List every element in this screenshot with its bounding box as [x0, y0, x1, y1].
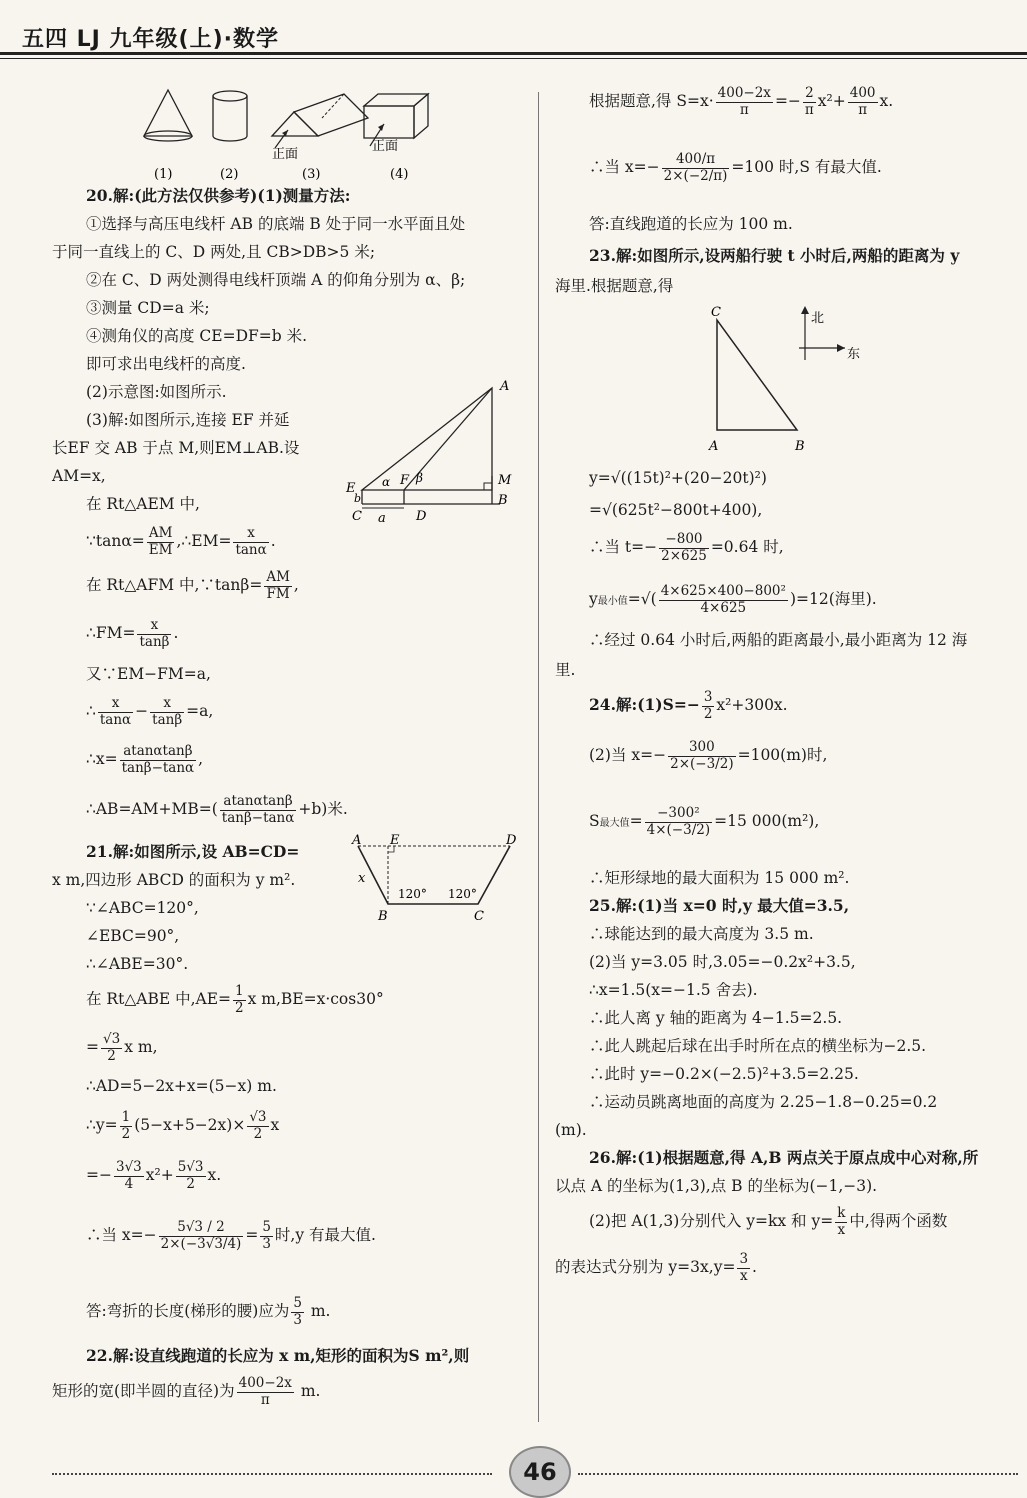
p20-line18: ∴x= $\frac{atan\alpha\tan\beta}{\tan\beta-\tan\alpha}$ ,	[86, 743, 204, 776]
prism-shape	[272, 112, 318, 136]
p20-line12: 在 Rt△AEM 中,	[86, 495, 200, 513]
page-header	[0, 0, 1027, 62]
footer-dots-right	[578, 1473, 1018, 1475]
p22-line2: 矩形的宽(即半圆的直径)为 $\frac{400-2x}{\pi}$ m.	[52, 1375, 321, 1408]
svg-text:A: A	[352, 833, 362, 848]
svg-text:东: 东	[847, 347, 861, 362]
p23-line2: 海里.根据题意,得	[555, 277, 674, 295]
p20-line6: ④测角仪的高度 CE=DF=b 米.	[86, 327, 308, 345]
p20-line5: ③测量 CD=a 米;	[86, 299, 210, 317]
solid-label-3: (3)	[302, 167, 321, 182]
p25-line1: 25.解:(1)当 x=0 时,y 最大值=3.5,	[589, 896, 850, 915]
p23-line5: ∴当 t=− $\frac{-800}{2\times 625}$ =0.64 时,	[589, 531, 784, 564]
p21-line4: ∠EBC=90°,	[86, 927, 180, 945]
p20-line11: AM=x,	[52, 467, 106, 485]
svg-text:B: B	[795, 439, 805, 454]
svg-text:F: F	[400, 473, 410, 488]
svg-text:E: E	[346, 481, 356, 496]
p23-line4: =√(625t²−800t+400),	[589, 501, 763, 519]
svg-text:b: b	[354, 492, 362, 505]
p21-line3: ∵∠ABC=120°,	[86, 899, 199, 917]
p20-line9: (3)解:如图所示,连接 EF 并延	[86, 411, 290, 429]
p20-line3: 于同一直线上的 C、D 两处,且 CB>DB>5 米;	[52, 243, 376, 261]
svg-text:a: a	[378, 511, 386, 526]
p20-line7: 即可求出电线杆的高度.	[86, 355, 246, 373]
p23-line8: 里.	[555, 661, 576, 679]
p23-line6: y最小值=√( $\frac{\text{4×625×400−800²}}{4\times 625}$ )=12(海里).	[589, 583, 877, 616]
p24-line2: (2)当 x=− $\frac{300}{2\times(-3/2)}$ =100(m)时,	[589, 739, 828, 772]
r22-line3: 答:直线跑道的长应为 100 m.	[589, 215, 793, 233]
front-label-3: 正面	[272, 147, 299, 162]
p25-line9: (m).	[555, 1121, 587, 1139]
p20-line4: ②在 C、D 两处测得电线杆顶端 A 的仰角分别为 α、β;	[86, 271, 466, 289]
page-number: 46	[509, 1446, 571, 1498]
p20-line10: 长EF 交 AB 于点 M,则EM⊥AB.设	[52, 439, 300, 457]
r22-line1: 根据题意,得 S=x· $\frac{400-2x}{\pi}$ =− $\frac{2}{\pi}$ x²+ $\frac{400}{\pi}$ x.	[589, 85, 894, 118]
p25-line8: ∴运动员跳离地面的高度为 2.25−1.8−0.25=0.2	[589, 1093, 938, 1111]
svg-text:α: α	[382, 475, 391, 489]
svg-text:x: x	[358, 871, 366, 886]
solid-label-1: (1)	[154, 167, 173, 182]
cone-shape	[144, 90, 192, 136]
p25-line4: ∴x=1.5(x=−1.5 舍去).	[589, 981, 758, 999]
svg-text:120°: 120°	[448, 887, 477, 901]
p21-line9: ∴y= $\frac{1}{2}$ (5−x+5−2x)× $\frac{√3}{2}$ x	[86, 1109, 280, 1142]
svg-text:β: β	[416, 471, 423, 485]
svg-text:M: M	[498, 473, 512, 488]
header-rule-thin	[0, 58, 1027, 59]
p21-line8: ∴AD=5−2x+x=(5−x) m.	[86, 1077, 277, 1095]
p25-line6: ∴此人跳起后球在出手时所在点的横坐标为−2.5.	[589, 1037, 927, 1055]
svg-text:120°: 120°	[398, 887, 427, 901]
p20-line8: (2)示意图:如图所示.	[86, 383, 227, 401]
p26-line2: 以点 A 的坐标为(1,3),点 B 的坐标为(−1,−3).	[555, 1177, 878, 1195]
svg-text:B: B	[498, 493, 508, 508]
footer-dots-left	[52, 1473, 492, 1475]
svg-text:A: A	[500, 380, 510, 394]
p25-line7: ∴此时 y=−0.2×(−2.5)²+3.5=2.25.	[589, 1065, 859, 1083]
p20-line16: 又∵EM−FM=a,	[86, 665, 211, 683]
p21-line6: 在 Rt△ABE 中,AE= $\frac{1}{2}$ x m,BE=x·cos30°	[86, 983, 384, 1016]
p22-line1: 22.解:设直线跑道的长应为 x m,矩形的面积为S m²,则	[86, 1346, 470, 1365]
p26-line1: 26.解:(1)根据题意,得 A,B 两点关于原点成中心对称,所	[589, 1148, 979, 1167]
p26-line4: 的表达式分别为 y=3x,y= $\frac{3}{x}$ .	[555, 1251, 757, 1284]
p20-line19: ∴AB=AM+MB=( $\frac{atan\alpha\tan\beta}{\tan\beta-\tan\alpha}$ +b)米.	[86, 793, 348, 826]
p21-line7: = $\frac{√3}{2}$ x m,	[86, 1031, 158, 1064]
p23-line3: y=√((15t)²+(20−20t)²)	[589, 469, 767, 487]
solid-label-2: (2)	[220, 167, 239, 182]
svg-text:C: C	[711, 305, 721, 320]
cuboid-shape	[364, 106, 414, 138]
p20-line15: ∴FM= $\frac{x}{\tan\beta}$ .	[86, 617, 179, 650]
p21-line12: 答:弯折的长度(梯形的腰)应为 $\frac{5}{3}$ m.	[86, 1295, 331, 1328]
p20-line13: ∵tanα= $\frac{AM}{EM}$ ,∴EM= $\frac{x}{\tan\alpha}$ .	[86, 525, 276, 558]
p23-line1: 23.解:如图所示,设两船行驶 t 小时后,两船的距离为 y	[589, 246, 960, 265]
p25-line3: (2)当 y=3.05 时,3.05=−0.2x²+3.5,	[589, 953, 856, 971]
p24-line4: ∴矩形绿地的最大面积为 15 000 m².	[589, 869, 850, 887]
solid-label-4: (4)	[390, 167, 409, 182]
figure-21	[348, 830, 528, 930]
header-title: 五四 LJ 九年级(上)·数学	[22, 27, 279, 52]
p23-line7: ∴经过 0.64 小时后,两船的距离最小,最小距离为 12 海	[589, 631, 968, 649]
front-label-4: 正面	[372, 139, 399, 154]
figure-20	[342, 380, 522, 530]
svg-text:D: D	[416, 509, 427, 524]
p25-line5: ∴此人离 y 轴的距离为 4−1.5=2.5.	[589, 1009, 843, 1027]
p21-line1: 21.解:如图所示,设 AB=CD=	[86, 842, 300, 861]
p21-line5: ∴∠ABE=30°.	[86, 955, 189, 973]
p26-line3: (2)把 A(1,3)分别代入 y=kx 和 y= $\frac{k}{x}$ 中,得两个函数	[589, 1205, 948, 1238]
p24-line3: S最大值= $\frac{\text{−300²}}{4\times(-3/2)}$ =15 000(m²),	[589, 805, 820, 838]
r22-line2: ∴当 x=− $\frac{400/\pi}{2\times(-2/\pi)}$ =100 时,S 有最大值.	[589, 151, 882, 184]
figure-23	[705, 300, 885, 460]
svg-text:E: E	[390, 833, 400, 848]
svg-text:北: 北	[811, 311, 825, 326]
p20-line14: 在 Rt△AFM 中,∵tanβ= $\frac{AM}{FM}$ ,	[86, 569, 299, 602]
solids-figure	[132, 86, 512, 186]
p21-line11: ∴当 x=− $\frac{5√3 / 2}{2\times(-3√3/4)}$ = $\frac{5}{3}$ 时,y 有最大值.	[86, 1219, 376, 1252]
p20-line1: 20.解:(此方法仅供参考)(1)测量方法:	[86, 186, 351, 205]
svg-text:B: B	[378, 909, 388, 924]
p21-line2: x m,四边形 ABCD 的面积为 y m².	[52, 871, 296, 889]
p24-line1: 24.解:(1)S=− $\frac{3}{2}$ x²+300x.	[589, 689, 788, 722]
svg-text:C: C	[352, 509, 362, 524]
p20-line2: ①选择与高压电线杆 AB 的底端 B 处于同一水平面且处	[86, 215, 466, 233]
svg-text:C: C	[474, 909, 484, 924]
p21-line10: =− $\frac{3√3}{4}$ x²+ $\frac{5√3}{2}$ x.	[86, 1159, 222, 1192]
p20-line17: ∴ $\frac{x}{\tan\alpha}$ − $\frac{x}{\tan\beta}$ =a,	[86, 695, 214, 728]
column-divider	[538, 92, 539, 1422]
header-rule	[0, 52, 1027, 55]
svg-text:D: D	[506, 833, 517, 848]
svg-text:A: A	[709, 439, 719, 454]
p25-line2: ∴球能达到的最大高度为 3.5 m.	[589, 925, 814, 943]
